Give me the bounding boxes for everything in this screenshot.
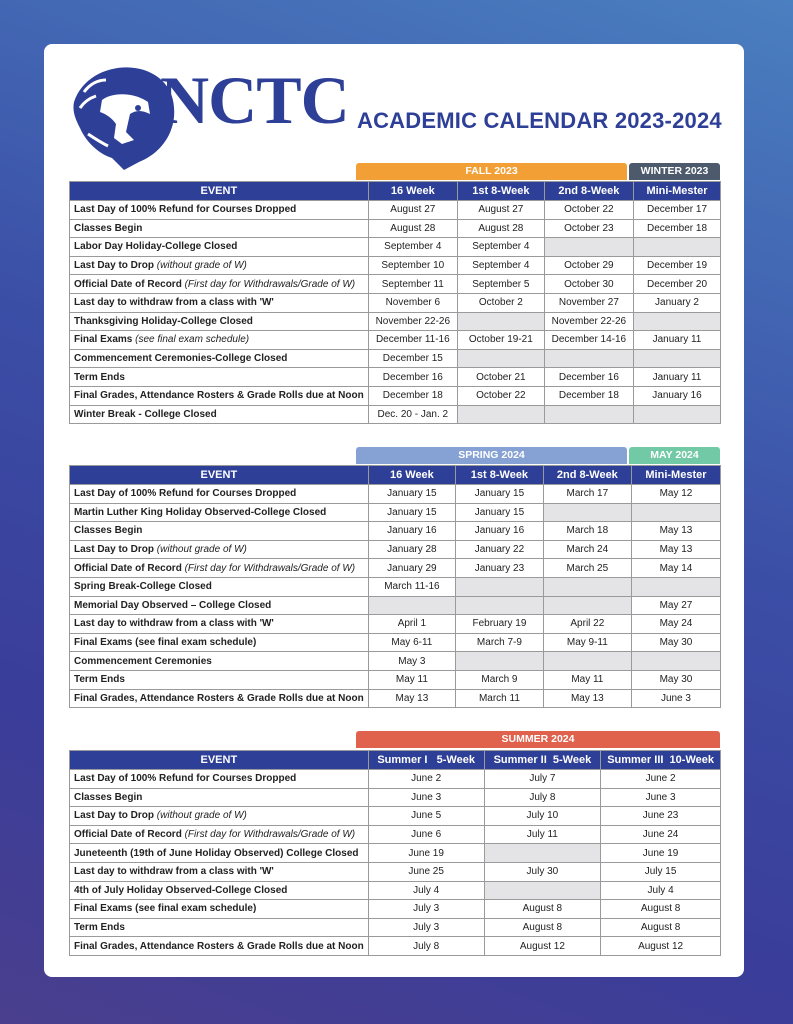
date-cell: September 4: [457, 238, 544, 257]
header-row: [70, 466, 721, 485]
date-cell: March 7-9: [456, 633, 544, 652]
empty-cell: [456, 596, 544, 615]
event-cell: [70, 825, 369, 844]
date-cell: August 8: [484, 900, 601, 919]
column-header: EVENT: [70, 751, 369, 770]
date-cell: May 27: [631, 596, 720, 615]
date-cell: June 3: [631, 689, 720, 708]
date-cell: January 16: [368, 522, 455, 541]
date-cell: March 9: [456, 670, 544, 689]
column-header: Summer III 10-Week: [601, 751, 721, 770]
date-cell: August 12: [484, 937, 601, 956]
date-cell: July 30: [484, 862, 601, 881]
event-note: (without grade of W): [156, 544, 247, 556]
table-row: [70, 312, 721, 331]
table-row: [70, 256, 721, 275]
table-row: [70, 219, 721, 238]
date-cell: May 30: [631, 670, 720, 689]
table-row: [70, 689, 721, 708]
date-cell: January 16: [634, 386, 721, 405]
event-label: Winter Break - College Closed: [74, 408, 217, 420]
event-note: (First day for Withdrawals/Grade of W): [184, 829, 356, 841]
date-cell: June 2: [368, 770, 484, 789]
table-row: [70, 844, 721, 863]
event-cell: [70, 689, 369, 708]
event-cell: [70, 293, 369, 312]
date-cell: November 22-26: [544, 312, 633, 331]
event-cell: [70, 937, 369, 956]
summer-table: [69, 750, 721, 956]
date-cell: January 23: [456, 559, 544, 578]
date-cell: July 3: [368, 918, 484, 937]
date-cell: January 11: [634, 368, 721, 387]
empty-cell: [543, 577, 631, 596]
event-label: Last Day to Drop: [74, 810, 155, 822]
date-cell: November 22-26: [368, 312, 457, 331]
column-header: 1st 8-Week: [457, 182, 544, 201]
table-row: [70, 331, 721, 350]
page-title: ACADEMIC CALENDAR 2023-2024: [357, 108, 722, 133]
date-cell: May 14: [631, 559, 720, 578]
event-label: Last Day to Drop: [74, 544, 155, 556]
date-cell: January 28: [368, 540, 455, 559]
column-header: 1st 8-Week: [456, 466, 544, 485]
event-note: (First day for Withdrawals/Grade of W): [184, 562, 356, 574]
date-cell: August 27: [457, 201, 544, 220]
column-header: 2nd 8-Week: [543, 466, 631, 485]
date-cell: December 16: [544, 368, 633, 387]
date-cell: August 8: [601, 918, 721, 937]
date-cell: June 23: [601, 807, 721, 826]
event-cell: [70, 312, 369, 331]
date-cell: May 12: [631, 485, 720, 504]
table-row: [70, 522, 721, 541]
header-row: [70, 751, 721, 770]
date-cell: June 25: [368, 862, 484, 881]
event-cell: [70, 862, 369, 881]
event-cell: [70, 918, 369, 937]
event-cell: [70, 670, 369, 689]
event-cell: [70, 770, 369, 789]
date-cell: October 23: [544, 219, 633, 238]
table-row: [70, 503, 721, 522]
table-row: [70, 293, 721, 312]
date-cell: June 19: [368, 844, 484, 863]
date-cell: March 25: [543, 559, 631, 578]
table-row: [70, 652, 721, 671]
table-row: [70, 349, 721, 368]
empty-cell: [484, 881, 601, 900]
column-header: Mini-Mester: [631, 466, 720, 485]
date-cell: September 4: [368, 238, 457, 257]
date-cell: August 28: [457, 219, 544, 238]
table-row: [70, 670, 721, 689]
event-label: Classes Begin: [74, 525, 143, 537]
event-label: Final Exams (see final exam schedule): [74, 637, 257, 649]
date-cell: December 18: [368, 386, 457, 405]
empty-cell: [544, 238, 633, 257]
empty-cell: [543, 503, 631, 522]
table-row: [70, 825, 721, 844]
column-header: 16 Week: [368, 182, 457, 201]
event-cell: [70, 485, 369, 504]
event-label: Commencement Ceremonies-College Closed: [74, 353, 288, 365]
event-label: Official Date of Record: [74, 278, 182, 290]
event-cell: [70, 633, 369, 652]
event-cell: [70, 331, 369, 350]
event-label: Commencement Ceremonies: [74, 655, 212, 667]
empty-cell: [484, 844, 601, 863]
table-row: [70, 485, 721, 504]
empty-cell: [631, 577, 720, 596]
date-cell: October 22: [544, 201, 633, 220]
event-label: 4th of July Holiday Observed-College Closed: [74, 884, 288, 896]
date-cell: January 22: [456, 540, 544, 559]
date-cell: December 18: [544, 386, 633, 405]
date-cell: January 15: [368, 485, 455, 504]
date-cell: December 17: [634, 201, 721, 220]
date-cell: June 5: [368, 807, 484, 826]
table-row: [70, 788, 721, 807]
date-cell: January 29: [368, 559, 455, 578]
date-cell: May 24: [631, 615, 720, 634]
event-label: Final Exams (see final exam schedule): [74, 903, 257, 915]
event-label: Classes Begin: [74, 222, 143, 234]
date-cell: January 15: [368, 503, 455, 522]
date-cell: July 11: [484, 825, 601, 844]
column-header: Summer II 5-Week: [484, 751, 601, 770]
date-cell: December 19: [634, 256, 721, 275]
column-header: Summer I 5-Week: [368, 751, 484, 770]
date-cell: September 11: [368, 275, 457, 294]
date-cell: December 16: [368, 368, 457, 387]
empty-cell: [634, 349, 721, 368]
date-cell: May 9-11: [543, 633, 631, 652]
empty-cell: [456, 577, 544, 596]
date-cell: August 28: [368, 219, 457, 238]
empty-cell: [631, 503, 720, 522]
event-label: Term Ends: [74, 371, 125, 383]
date-cell: May 13: [631, 522, 720, 541]
event-cell: [70, 615, 369, 634]
event-label: Last Day of 100% Refund for Courses Dropped: [74, 204, 297, 216]
date-cell: August 8: [484, 918, 601, 937]
summer-band: SUMMER 2024: [356, 731, 720, 748]
empty-cell: [634, 405, 721, 424]
empty-cell: [457, 349, 544, 368]
event-cell: [70, 807, 369, 826]
date-cell: January 16: [456, 522, 544, 541]
column-header: EVENT: [70, 182, 369, 201]
event-cell: [70, 219, 369, 238]
date-cell: January 15: [456, 485, 544, 504]
date-cell: May 13: [543, 689, 631, 708]
date-cell: May 11: [543, 670, 631, 689]
empty-cell: [543, 652, 631, 671]
date-cell: May 13: [368, 689, 455, 708]
date-cell: January 15: [456, 503, 544, 522]
date-cell: May 6-11: [368, 633, 455, 652]
table-row: [70, 201, 721, 220]
event-label: Last Day of 100% Refund for Courses Dropped: [74, 773, 297, 785]
event-label: Labor Day Holiday-College Closed: [74, 241, 238, 253]
spring-table: [69, 465, 721, 708]
event-cell: [70, 368, 369, 387]
date-cell: June 3: [368, 788, 484, 807]
date-cell: March 24: [543, 540, 631, 559]
date-cell: October 29: [544, 256, 633, 275]
date-cell: July 4: [368, 881, 484, 900]
empty-cell: [544, 349, 633, 368]
date-cell: October 2: [457, 293, 544, 312]
event-label: Last day to withdraw from a class with 'W': [74, 297, 274, 309]
date-cell: November 6: [368, 293, 457, 312]
event-note: (without grade of W): [156, 260, 247, 272]
event-label: Final Grades, Attendance Rosters & Grade Rolls due at Noon: [74, 390, 364, 402]
date-cell: July 8: [484, 788, 601, 807]
empty-cell: [456, 652, 544, 671]
event-label: Last day to withdraw from a class with 'W': [74, 866, 274, 878]
date-cell: October 22: [457, 386, 544, 405]
event-label: Term Ends: [74, 674, 125, 686]
date-cell: June 3: [601, 788, 721, 807]
table-row: [70, 918, 721, 937]
event-cell: [70, 844, 369, 863]
date-cell: December 18: [634, 219, 721, 238]
date-cell: May 30: [631, 633, 720, 652]
table-row: [70, 577, 721, 596]
event-label: Martin Luther King Holiday Observed-College Closed: [74, 506, 327, 518]
date-cell: March 11-16: [368, 577, 455, 596]
event-note: (see final exam schedule): [135, 334, 250, 346]
empty-cell: [634, 312, 721, 331]
may-band: MAY 2024: [629, 447, 720, 464]
event-cell: [70, 522, 369, 541]
date-cell: October 30: [544, 275, 633, 294]
empty-cell: [543, 596, 631, 615]
table-row: [70, 615, 721, 634]
date-cell: July 15: [601, 862, 721, 881]
event-cell: [70, 405, 369, 424]
date-cell: February 19: [456, 615, 544, 634]
event-label: Final Grades, Attendance Rosters & Grade Rolls due at Noon: [74, 692, 364, 704]
fall-band: FALL 2023: [356, 163, 627, 180]
table-row: [70, 862, 721, 881]
event-label: Spring Break-College Closed: [74, 581, 212, 593]
event-cell: [70, 503, 369, 522]
event-cell: [70, 349, 369, 368]
empty-cell: [457, 405, 544, 424]
event-label: Last Day to Drop: [74, 260, 155, 272]
event-cell: [70, 275, 369, 294]
event-label: Term Ends: [74, 922, 125, 934]
table-row: [70, 368, 721, 387]
table-row: [70, 405, 721, 424]
column-header: 2nd 8-Week: [544, 182, 633, 201]
table-row: [70, 596, 721, 615]
event-cell: [70, 881, 369, 900]
date-cell: June 2: [601, 770, 721, 789]
empty-cell: [634, 238, 721, 257]
table-row: [70, 770, 721, 789]
date-cell: March 18: [543, 522, 631, 541]
date-cell: April 1: [368, 615, 455, 634]
table-row: [70, 633, 721, 652]
date-cell: August 27: [368, 201, 457, 220]
date-cell: June 19: [601, 844, 721, 863]
date-cell: Dec. 20 - Jan. 2: [368, 405, 457, 424]
date-cell: January 11: [634, 331, 721, 350]
fall-table: [69, 181, 721, 424]
event-label: Final Grades, Attendance Rosters & Grade Rolls due at Noon: [74, 940, 364, 952]
event-cell: [70, 900, 369, 919]
date-cell: December 14-16: [544, 331, 633, 350]
date-cell: March 17: [543, 485, 631, 504]
event-cell: [70, 596, 369, 615]
column-header: Mini-Mester: [634, 182, 721, 201]
event-label: Last day to withdraw from a class with 'W': [74, 618, 274, 630]
table-row: [70, 386, 721, 405]
date-cell: March 11: [456, 689, 544, 708]
event-label: Official Date of Record: [74, 562, 182, 574]
event-label: Last Day of 100% Refund for Courses Dropped: [74, 488, 297, 500]
date-cell: August 12: [601, 937, 721, 956]
date-cell: September 4: [457, 256, 544, 275]
empty-cell: [544, 405, 633, 424]
event-cell: [70, 540, 369, 559]
empty-cell: [631, 652, 720, 671]
event-cell: [70, 238, 369, 257]
column-header: EVENT: [70, 466, 369, 485]
empty-cell: [457, 312, 544, 331]
date-cell: September 5: [457, 275, 544, 294]
table-row: [70, 881, 721, 900]
table-row: [70, 275, 721, 294]
date-cell: December 11-16: [368, 331, 457, 350]
date-cell: October 19-21: [457, 331, 544, 350]
table-row: [70, 937, 721, 956]
date-cell: July 4: [601, 881, 721, 900]
date-cell: August 8: [601, 900, 721, 919]
date-cell: December 15: [368, 349, 457, 368]
date-cell: July 10: [484, 807, 601, 826]
event-cell: [70, 201, 369, 220]
date-cell: June 6: [368, 825, 484, 844]
event-cell: [70, 652, 369, 671]
event-cell: [70, 577, 369, 596]
event-label: Classes Begin: [74, 791, 143, 803]
event-label: Memorial Day Observed – College Closed: [74, 599, 272, 611]
event-cell: [70, 256, 369, 275]
table-row: [70, 900, 721, 919]
event-cell: [70, 386, 369, 405]
date-cell: April 22: [543, 615, 631, 634]
event-cell: [70, 788, 369, 807]
brand-name: NCTC: [160, 62, 349, 138]
event-cell: [70, 559, 369, 578]
event-label: Juneteenth (19th of June Holiday Observed) College Closed: [74, 847, 359, 859]
date-cell: July 7: [484, 770, 601, 789]
spring-band: SPRING 2024: [356, 447, 627, 464]
event-label: Thanksgiving Holiday-College Closed: [74, 315, 253, 327]
date-cell: January 2: [634, 293, 721, 312]
header-row: [70, 182, 721, 201]
event-note: (without grade of W): [156, 810, 247, 822]
date-cell: July 3: [368, 900, 484, 919]
date-cell: December 20: [634, 275, 721, 294]
winter-band: WINTER 2023: [629, 163, 720, 180]
date-cell: September 10: [368, 256, 457, 275]
date-cell: May 13: [631, 540, 720, 559]
event-label: Official Date of Record: [74, 829, 182, 841]
date-cell: June 24: [601, 825, 721, 844]
table-row: [70, 559, 721, 578]
date-cell: November 27: [544, 293, 633, 312]
date-cell: July 8: [368, 937, 484, 956]
date-cell: May 3: [368, 652, 455, 671]
date-cell: May 11: [368, 670, 455, 689]
table-row: [70, 540, 721, 559]
table-row: [70, 238, 721, 257]
empty-cell: [368, 596, 455, 615]
event-note: (First day for Withdrawals/Grade of W): [184, 278, 356, 290]
event-label: Final Exams: [74, 334, 133, 346]
date-cell: October 21: [457, 368, 544, 387]
column-header: 16 Week: [368, 466, 455, 485]
table-row: [70, 807, 721, 826]
